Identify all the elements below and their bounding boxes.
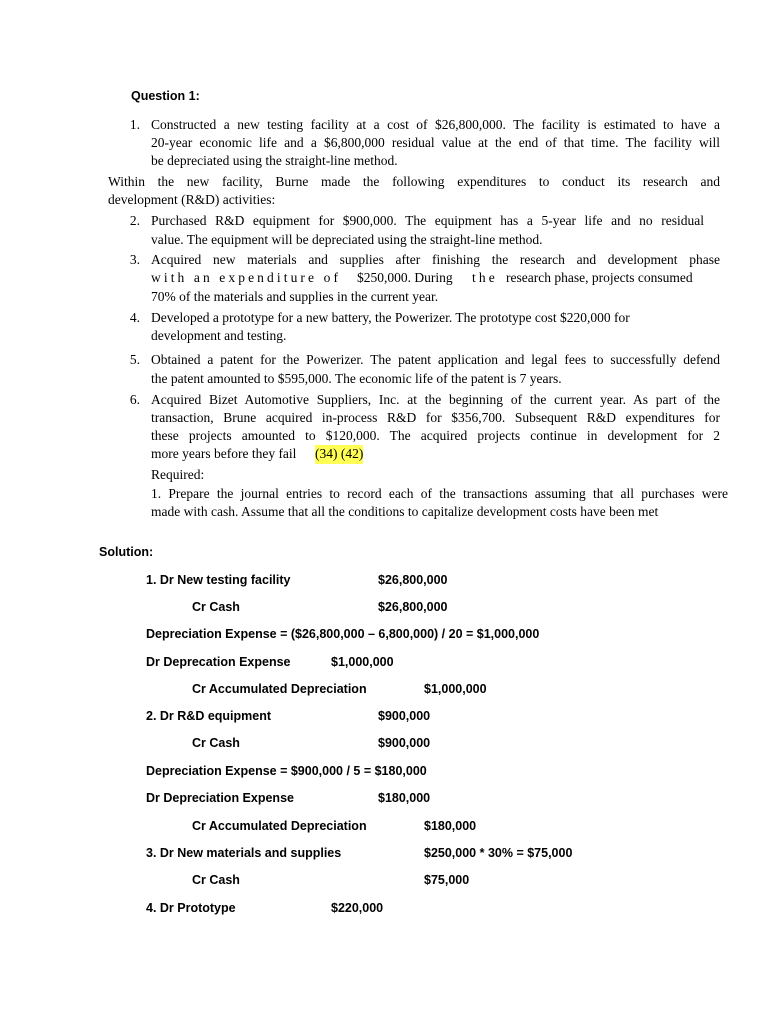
item-text-line: the — [472, 270, 498, 285]
item-text-line: be depreciated using the straight-line method. — [151, 153, 398, 168]
solution-title: Solution: — [99, 545, 154, 559]
required-label: Required: — [151, 467, 205, 482]
entry-formula: Depreciation Expense = ($26,800,000 – 6,800,000) / 20 = $1,000,000 — [146, 627, 540, 641]
entry-label: Cr Cash — [192, 600, 240, 614]
item-text-line: Constructed a new testing facility at a cost of $26,800,000. The facility is estimated to have a — [151, 117, 720, 132]
item-text-line: Acquired new materials and supplies after finishing the research and development phase — [151, 252, 720, 267]
entry-label: 2. Dr R&D equipment — [146, 709, 272, 723]
entry-amount: $26,800,000 — [378, 573, 448, 587]
item-text-line: these projects amounted to $120,000. The acquired projects continue in development for 2 — [151, 428, 720, 443]
item-text-line: research phase, projects consumed — [506, 270, 693, 285]
paragraph-line: Within the new facility, Burne made the following expenditures to conduct its research and — [108, 174, 720, 189]
paragraph-line: development (R&D) activities: — [108, 192, 276, 207]
entry-amount: $26,800,000 — [378, 600, 448, 614]
entry-label: Cr Cash — [192, 736, 240, 750]
item-text-line: value. The equipment will be depreciated using the straight-line method. — [151, 232, 543, 247]
question-title: Question 1: — [131, 89, 200, 103]
entry-amount: $75,000 — [424, 873, 470, 887]
entry-amount: $900,000 — [378, 736, 431, 750]
entry-amount: $1,000,000 — [331, 655, 394, 669]
item-text-line: Acquired Bizet Automotive Suppliers, Inc. at the beginning of the current year. As part of the — [151, 392, 720, 407]
entry-label: Cr Accumulated Depreciation — [192, 819, 367, 833]
item-number: 3. — [129, 252, 140, 267]
entry-amount: $220,000 — [331, 901, 384, 915]
entry-amount: $180,000 — [378, 791, 431, 805]
entry-label: Dr Deprecation Expense — [146, 655, 291, 669]
entry-label: 1. Dr New testing facility — [146, 573, 291, 587]
required-line: 1. Prepare the journal entries to record each of the transactions assuming that all purchases were — [151, 486, 728, 501]
item-text-line: 20-year economic life and a $6,800,000 residual value at the end of that time. The facility will — [151, 135, 720, 150]
item-text-line: Purchased R&D equipment for $900,000. The equipment has a 5-year life and no residual — [151, 213, 704, 228]
entry-formula: Depreciation Expense = $900,000 / 5 = $180,000 — [146, 764, 427, 778]
item-number: 2. — [129, 213, 140, 228]
item-text-line: development and testing. — [151, 328, 287, 343]
item-text-line: Obtained a patent for the Powerizer. The patent application and legal fees to successfully defend — [151, 352, 720, 367]
item-text-line: with an expenditure of — [151, 270, 342, 285]
item-text-line: 70% of the materials and supplies in the current year. — [151, 289, 439, 304]
item-text-line: more years before they fail — [151, 446, 297, 461]
entry-amount: $900,000 — [378, 709, 431, 723]
item-text-line: $250,000. During — [357, 270, 453, 285]
highlighted-reference: (34) (42) — [315, 445, 363, 464]
entry-amount: $1,000,000 — [424, 682, 487, 696]
item-number: 6. — [129, 392, 140, 407]
item-number: 5. — [129, 352, 140, 367]
entry-amount: $180,000 — [424, 819, 477, 833]
item-number: 1. — [129, 117, 140, 132]
entry-label: Cr Cash — [192, 873, 240, 887]
entry-label: 4. Dr Prototype — [146, 901, 236, 915]
entry-label: Dr Depreciation Expense — [146, 791, 294, 805]
entry-amount: $250,000 * 30% = $75,000 — [424, 846, 573, 860]
required-line: made with cash. Assume that all the conditions to capitalize development costs have been met — [151, 504, 659, 519]
item-number: 4. — [129, 310, 140, 325]
item-text-line: the patent amounted to $595,000. The economic life of the patent is 7 years. — [151, 371, 562, 386]
entry-label: Cr Accumulated Depreciation — [192, 682, 367, 696]
entry-label: 3. Dr New materials and supplies — [146, 846, 342, 860]
item-text-line: transaction, Brune acquired in-process R&D for $356,700. Subsequent R&D expenditures for — [151, 410, 720, 425]
item-text-line: Developed a prototype for a new battery, the Powerizer. The prototype cost $220,000 for — [151, 310, 630, 325]
